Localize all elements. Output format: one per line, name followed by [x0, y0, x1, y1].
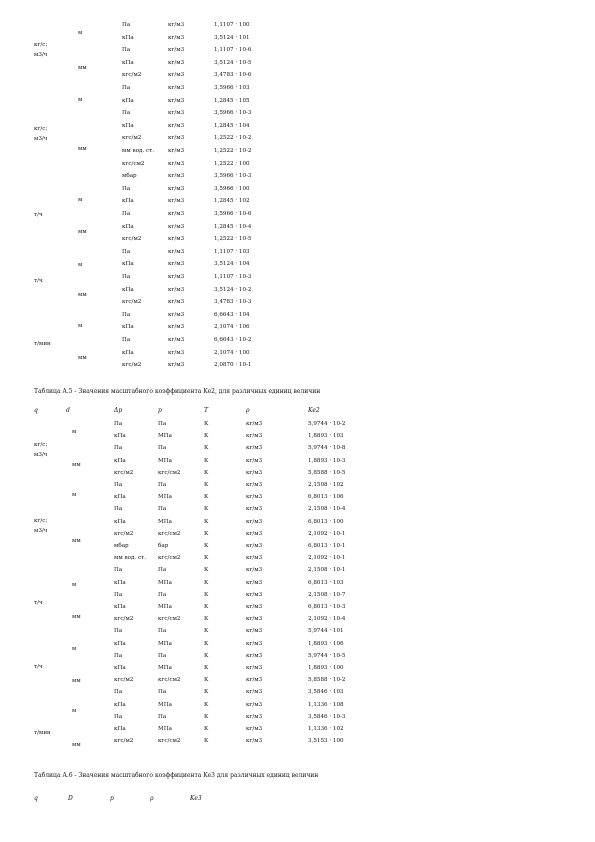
table2-cell: 1,1336 · 108: [308, 701, 344, 708]
table2-cell: МПа: [158, 604, 172, 610]
table1-cell: 1,1107 · 103: [214, 248, 250, 255]
table2-cell: кПа: [114, 701, 126, 708]
table1-group-label: т/ч: [34, 212, 43, 218]
table2-cell: кг/м3: [246, 677, 263, 684]
table2-cell: кг/м3: [246, 482, 263, 488]
table2-cell: МПа: [158, 665, 172, 671]
table2-cell: Па: [114, 567, 123, 574]
table1-cell: кг/м3: [168, 148, 185, 154]
table2-cell: кПа: [114, 457, 126, 464]
table2-header: ρ: [246, 407, 250, 414]
table2-cell: К: [204, 433, 209, 440]
table2-cell: МПа: [158, 640, 172, 647]
table1-cell: кПа: [122, 286, 134, 293]
table1-cell: кг/м3: [168, 85, 185, 91]
table2-cell: кг/м3: [246, 469, 263, 476]
table2-cell: кгс/см2: [158, 530, 181, 537]
table1-cell: Па: [122, 47, 131, 54]
table2-cell: Па: [158, 482, 167, 488]
table1-cell: Па: [122, 85, 131, 91]
table2-cell: кг/м3: [246, 689, 263, 696]
table2-unit-label: м: [72, 492, 77, 498]
table2-cell: 6,8013 · 10-3: [308, 604, 346, 610]
table2-unit-label: мм: [72, 462, 81, 468]
table2-unit-label: м: [72, 429, 77, 435]
table1-cell: 3,5124 · 104: [214, 261, 250, 268]
table2-cell: кгс/см2: [158, 555, 181, 562]
table2-cell: кг/м3: [246, 738, 263, 745]
table1-cell: Па: [122, 22, 131, 28]
table2-cell: Па: [114, 421, 123, 427]
table2-cell: К: [204, 689, 209, 696]
table2-cell: кгс/см2: [158, 469, 181, 476]
table1-group-label: кг/с;: [34, 42, 48, 48]
table1-cell: 3,5966 · 100: [214, 185, 250, 192]
table2-cell: 6,8013 · 106: [308, 494, 344, 501]
table2-cell: МПа: [158, 494, 172, 501]
table2-cell: 1,8893 · 100: [308, 665, 344, 671]
table1-cell: кг/м3: [168, 223, 185, 230]
table2-cell: 1,1336 · 102: [308, 726, 344, 732]
table2-cell: 6,8013 · 10-1: [308, 543, 346, 549]
table2-cell: 2,1092 · 10-1: [308, 555, 346, 562]
table2-cell: К: [204, 738, 209, 745]
table2-cell: 3,5846 · 103: [308, 689, 344, 696]
table1-cell: кг/м3: [168, 173, 185, 180]
table2-cell: Па: [158, 445, 167, 452]
table2-cell: Па: [114, 689, 123, 696]
table2-cell: кг/м3: [246, 567, 263, 574]
table1-group-label: т/ч: [34, 278, 43, 284]
table2-cell: кПа: [114, 640, 126, 647]
table2-cell: К: [204, 567, 209, 574]
table2-cell: Па: [158, 652, 167, 659]
table2-cell: кгс/м2: [114, 677, 134, 684]
table2-cell: Па: [114, 652, 123, 659]
table2-cell: кгс/см2: [158, 677, 181, 684]
table1-cell: кг/м3: [168, 110, 185, 117]
table2-cell: К: [204, 494, 209, 501]
table1-cell: Па: [122, 311, 131, 318]
table2-cell: Па: [158, 713, 167, 720]
table2-cell: К: [204, 445, 209, 452]
table2-group-label: т/ч: [34, 600, 43, 606]
table1-cell: кПа: [122, 198, 134, 205]
table1-cell: Па: [122, 337, 131, 343]
table2-cell: 3,5846 · 10-3: [308, 713, 346, 720]
table2-cell: кгс/м2: [114, 530, 134, 537]
table1-cell: кг/м3: [168, 337, 185, 343]
table1-cell: кгс/м2: [122, 362, 142, 369]
table2-cell: кг/м3: [246, 433, 263, 440]
table2-unit-label: мм: [72, 678, 81, 684]
table1-cell: кПа: [122, 59, 134, 66]
table1-cell: кг/м3: [168, 274, 185, 280]
table2-cell: кг/м3: [246, 628, 263, 635]
table2-cell: 2,1092 · 10-4: [308, 616, 346, 623]
table2-cell: МПа: [158, 579, 172, 586]
table2-cell: К: [204, 652, 209, 659]
table1-cell: кгс/м2: [122, 72, 142, 79]
table1-cell: 1,2522 · 100: [214, 160, 250, 167]
table2-cell: Па: [158, 567, 167, 574]
table2-cell: мм вод. ст.: [114, 555, 147, 562]
table1-cell: Па: [122, 211, 131, 217]
table1-cell: кг/м3: [168, 324, 185, 331]
table1-cell: кПа: [122, 122, 134, 129]
table2-cell: Па: [114, 482, 123, 488]
table2-cell: К: [204, 555, 209, 562]
table2-cell: кгс/м2: [114, 616, 134, 623]
table2-cell: кг/м3: [246, 579, 263, 586]
table2-cell: кг/м3: [246, 457, 263, 464]
table2-cell: кПа: [114, 665, 126, 671]
table2-group-label: т/мин: [34, 730, 51, 736]
table2-cell: кг/м3: [246, 421, 263, 427]
table1-cell: кг/м3: [168, 135, 185, 142]
table1-cell: кг/м3: [168, 261, 185, 268]
table2-cell: К: [204, 713, 209, 720]
table1-cell: 2,0870 · 10-1: [214, 362, 252, 369]
table1-cell: кг/м3: [168, 160, 185, 167]
table2-cell: МПа: [158, 457, 172, 464]
table2-cell: кгс/см2: [158, 738, 181, 745]
table3-header: D: [68, 795, 73, 802]
table2-cell: кг/м3: [246, 591, 263, 598]
table1-unit-label: мм: [78, 355, 87, 361]
table2-cell: кг/м3: [246, 518, 263, 525]
table2-cell: 6,8013 · 100: [308, 518, 344, 525]
table2-cell: Па: [158, 591, 167, 598]
table2-cell: Па: [158, 506, 167, 513]
table1-cell: кг/м3: [168, 122, 185, 129]
table3-header: ρ: [150, 795, 154, 802]
table1-cell: кг/м3: [168, 34, 185, 41]
table1-cell: 6,6643 · 10-2: [214, 337, 252, 343]
table1-cell: 1,2522 · 10-2: [214, 148, 252, 154]
table2-cell: К: [204, 543, 209, 549]
table2-cell: Па: [158, 421, 167, 427]
table1-cell: кгс/м2: [122, 236, 142, 243]
table1-cell: кг/м3: [168, 97, 185, 104]
table2-cell: кг/м3: [246, 506, 263, 513]
table2-cell: Па: [114, 628, 123, 635]
table1-cell: 2,1074 · 106: [214, 324, 250, 331]
table1-cell: 3,4783 · 10-3: [214, 299, 252, 306]
table2-unit-label: мм: [72, 538, 81, 544]
table1-group-label: кг/с;: [34, 126, 48, 132]
table2-cell: кПа: [114, 604, 126, 610]
table2-cell: 6,8013 · 103: [308, 579, 344, 586]
table1-cell: кПа: [122, 97, 134, 104]
table2-cell: кг/м3: [246, 555, 263, 562]
table2-cell: кгс/см2: [158, 616, 181, 623]
caption-table-a6: Таблица А.6 - Значения масштабного коэффициента Ke3 для различных единиц величин: [34, 772, 319, 779]
table2-group-label: м3/ч: [34, 452, 48, 458]
table1-group-label: м3/ч: [34, 136, 48, 142]
table2-cell: 1,8893 · 103: [308, 433, 344, 440]
table3-header: q: [34, 795, 38, 802]
table1-cell: кг/м3: [168, 286, 185, 293]
table1-cell: 3,5124 · 10-2: [214, 286, 252, 293]
table2-cell: мбар: [114, 543, 129, 549]
table2-cell: МПа: [158, 701, 172, 708]
table2-cell: 5,8588 · 10-2: [308, 677, 346, 684]
table2-cell: 2,1092 · 10-1: [308, 530, 346, 537]
table2-cell: К: [204, 579, 209, 586]
table2-cell: К: [204, 421, 209, 427]
table2-cell: кг/м3: [246, 640, 263, 647]
table2-cell: 3,5153 · 100: [308, 738, 344, 745]
table2-header: Δp: [114, 407, 123, 414]
table2-cell: кг/м3: [246, 445, 263, 452]
table1-cell: кг/м3: [168, 198, 185, 205]
table1-cell: 2,1074 · 100: [214, 349, 250, 356]
table2-cell: К: [204, 457, 209, 464]
table2-unit-label: м: [72, 708, 77, 714]
table1-cell: кПа: [122, 223, 134, 230]
table2-cell: К: [204, 640, 209, 647]
table2-cell: кг/м3: [246, 543, 263, 549]
table1-cell: кгс/см2: [122, 160, 145, 167]
table2-cell: Па: [158, 689, 167, 696]
table1-cell: кПа: [122, 34, 134, 41]
table1-cell: кг/м3: [168, 299, 185, 306]
table1-cell: кгс/м2: [122, 135, 142, 142]
table2-cell: кг/м3: [246, 494, 263, 501]
table2-cell: 1,8893 · 106: [308, 640, 344, 647]
table2-cell: 5,9744 · 101: [308, 628, 344, 635]
table2-cell: К: [204, 665, 209, 671]
table2-cell: К: [204, 506, 209, 513]
table2-group-label: кг/с;: [34, 518, 48, 524]
table2-cell: Па: [114, 591, 123, 598]
table2-cell: кгс/м2: [114, 469, 134, 476]
table1-unit-label: м: [78, 323, 83, 329]
table3-header: Ke3: [190, 795, 202, 802]
table1-cell: кг/м3: [168, 349, 185, 356]
table1-group-label: т/мин: [34, 341, 51, 347]
table1-cell: 3,5966 · 103: [214, 85, 250, 91]
table1-cell: кг/м3: [168, 236, 185, 243]
table2-cell: кПа: [114, 579, 126, 586]
table3-header: p: [110, 795, 114, 802]
table2-cell: 5,9744 · 10-2: [308, 421, 346, 427]
table2-cell: К: [204, 628, 209, 635]
table2-cell: К: [204, 616, 209, 623]
table2-unit-label: мм: [72, 614, 81, 620]
table2-cell: кПа: [114, 433, 126, 440]
table1-unit-label: м: [78, 197, 83, 203]
table1-cell: мбар: [122, 173, 137, 180]
table2-header: Ke2: [308, 407, 320, 414]
table2-unit-label: м: [72, 582, 77, 588]
table2-cell: К: [204, 469, 209, 476]
table2-header: T: [204, 407, 209, 414]
table1-cell: 1,2845 · 105: [214, 97, 250, 104]
table2-cell: К: [204, 604, 209, 610]
table1-cell: 1,1107 · 100: [214, 22, 250, 28]
table1-cell: Па: [122, 248, 131, 255]
table1-cell: 3,5966 · 10-3: [214, 173, 252, 180]
table2-cell: 2,1508 · 10-4: [308, 506, 346, 513]
table2-cell: МПа: [158, 433, 172, 440]
table1-unit-label: мм: [78, 146, 87, 152]
caption-table-a5: Таблица А.5 - Значения масштабного коэффициента Ke2, для различных единиц величин: [34, 388, 321, 395]
table1-cell: 1,1107 · 10-6: [214, 47, 252, 54]
table2-cell: 5,9744 · 10-8: [308, 445, 346, 452]
table1-cell: кг/м3: [168, 185, 185, 192]
table1-unit-label: м: [78, 97, 83, 103]
table1-cell: 3,5124 · 10-5: [214, 59, 252, 66]
table1-cell: Па: [122, 274, 131, 280]
table1-cell: кг/м3: [168, 248, 185, 255]
table2-group-label: т/ч: [34, 664, 43, 670]
table1-cell: Па: [122, 110, 131, 117]
table1-cell: 6,6643 · 104: [214, 311, 250, 318]
table2-cell: Па: [114, 506, 123, 513]
table2-cell: кПа: [114, 494, 126, 501]
table2-group-label: м3/ч: [34, 528, 48, 534]
table2-header: p: [158, 407, 162, 414]
table2-cell: кг/м3: [246, 726, 263, 732]
table2-header: d: [66, 407, 70, 414]
table1-cell: 3,5966 · 10-6: [214, 211, 252, 217]
table2-cell: кПа: [114, 726, 126, 732]
table2-cell: Па: [114, 445, 123, 452]
table1-cell: 1,2845 · 104: [214, 122, 250, 129]
table2-cell: кг/м3: [246, 604, 263, 610]
table2-cell: кг/м3: [246, 665, 263, 671]
table2-cell: кг/м3: [246, 530, 263, 537]
table2-cell: 5,9744 · 10-5: [308, 652, 346, 659]
table1-cell: Па: [122, 185, 131, 192]
table2-unit-label: м: [72, 646, 77, 652]
table2-cell: кг/м3: [246, 713, 263, 720]
table2-cell: К: [204, 726, 209, 732]
table1-cell: кПа: [122, 324, 134, 331]
table2-cell: 5,8588 · 10-5: [308, 469, 346, 476]
table2-cell: МПа: [158, 726, 172, 732]
table1-cell: 3,4783 · 10-6: [214, 72, 252, 79]
table1-cell: кг/м3: [168, 311, 185, 318]
table1-cell: 3,5124 · 101: [214, 34, 250, 41]
table2-cell: бар: [158, 543, 169, 549]
table1-cell: кгс/м2: [122, 299, 142, 306]
table2-cell: кгс/м2: [114, 738, 134, 745]
table1-cell: кПа: [122, 261, 134, 268]
table2-cell: К: [204, 677, 209, 684]
table2-cell: кг/м3: [246, 616, 263, 623]
table1-cell: 1,2522 · 10-2: [214, 135, 252, 142]
table2-cell: К: [204, 591, 209, 598]
table2-cell: Па: [114, 713, 123, 720]
table2-cell: кПа: [114, 518, 126, 525]
table1-cell: мм вод. ст.: [122, 148, 155, 154]
table1-unit-label: мм: [78, 65, 87, 71]
table1-cell: 1,2845 · 102: [214, 198, 250, 205]
table2-cell: К: [204, 518, 209, 525]
table1-cell: 1,2522 · 10-5: [214, 236, 252, 243]
table2-cell: кг/м3: [246, 652, 263, 659]
table1-unit-label: м: [78, 262, 83, 268]
table1-cell: кг/м3: [168, 47, 185, 54]
table2-cell: К: [204, 701, 209, 708]
table1-unit-label: мм: [78, 292, 87, 298]
table1-cell: 1,1107 · 10-3: [214, 274, 252, 280]
table1-cell: кг/м3: [168, 22, 185, 28]
table2-cell: МПа: [158, 518, 172, 525]
table2-cell: К: [204, 530, 209, 537]
table2-cell: Па: [158, 628, 167, 635]
table1-cell: кг/м3: [168, 362, 185, 369]
table1-unit-label: мм: [78, 229, 87, 235]
table1-cell: кг/м3: [168, 211, 185, 217]
table1-group-label: м3/ч: [34, 52, 48, 58]
table2-cell: 2,1508 · 102: [308, 482, 344, 488]
table2-cell: кг/м3: [246, 701, 263, 708]
table2-cell: 2,1508 · 10-1: [308, 567, 346, 574]
table1-cell: 3,5966 · 10-3: [214, 110, 252, 117]
table2-cell: 2,1508 · 10-7: [308, 591, 346, 598]
table1-unit-label: м: [78, 30, 83, 36]
table1-cell: 1,2845 · 10-4: [214, 223, 252, 230]
table1-cell: кг/м3: [168, 59, 185, 66]
table2-unit-label: мм: [72, 742, 81, 748]
table2-header: q: [34, 407, 38, 414]
table1-cell: кПа: [122, 349, 134, 356]
table2-cell: К: [204, 482, 209, 488]
table2-cell: 1,8893 · 10-3: [308, 457, 346, 464]
table1-cell: кг/м3: [168, 72, 185, 79]
table2-group-label: кг/с;: [34, 442, 48, 448]
